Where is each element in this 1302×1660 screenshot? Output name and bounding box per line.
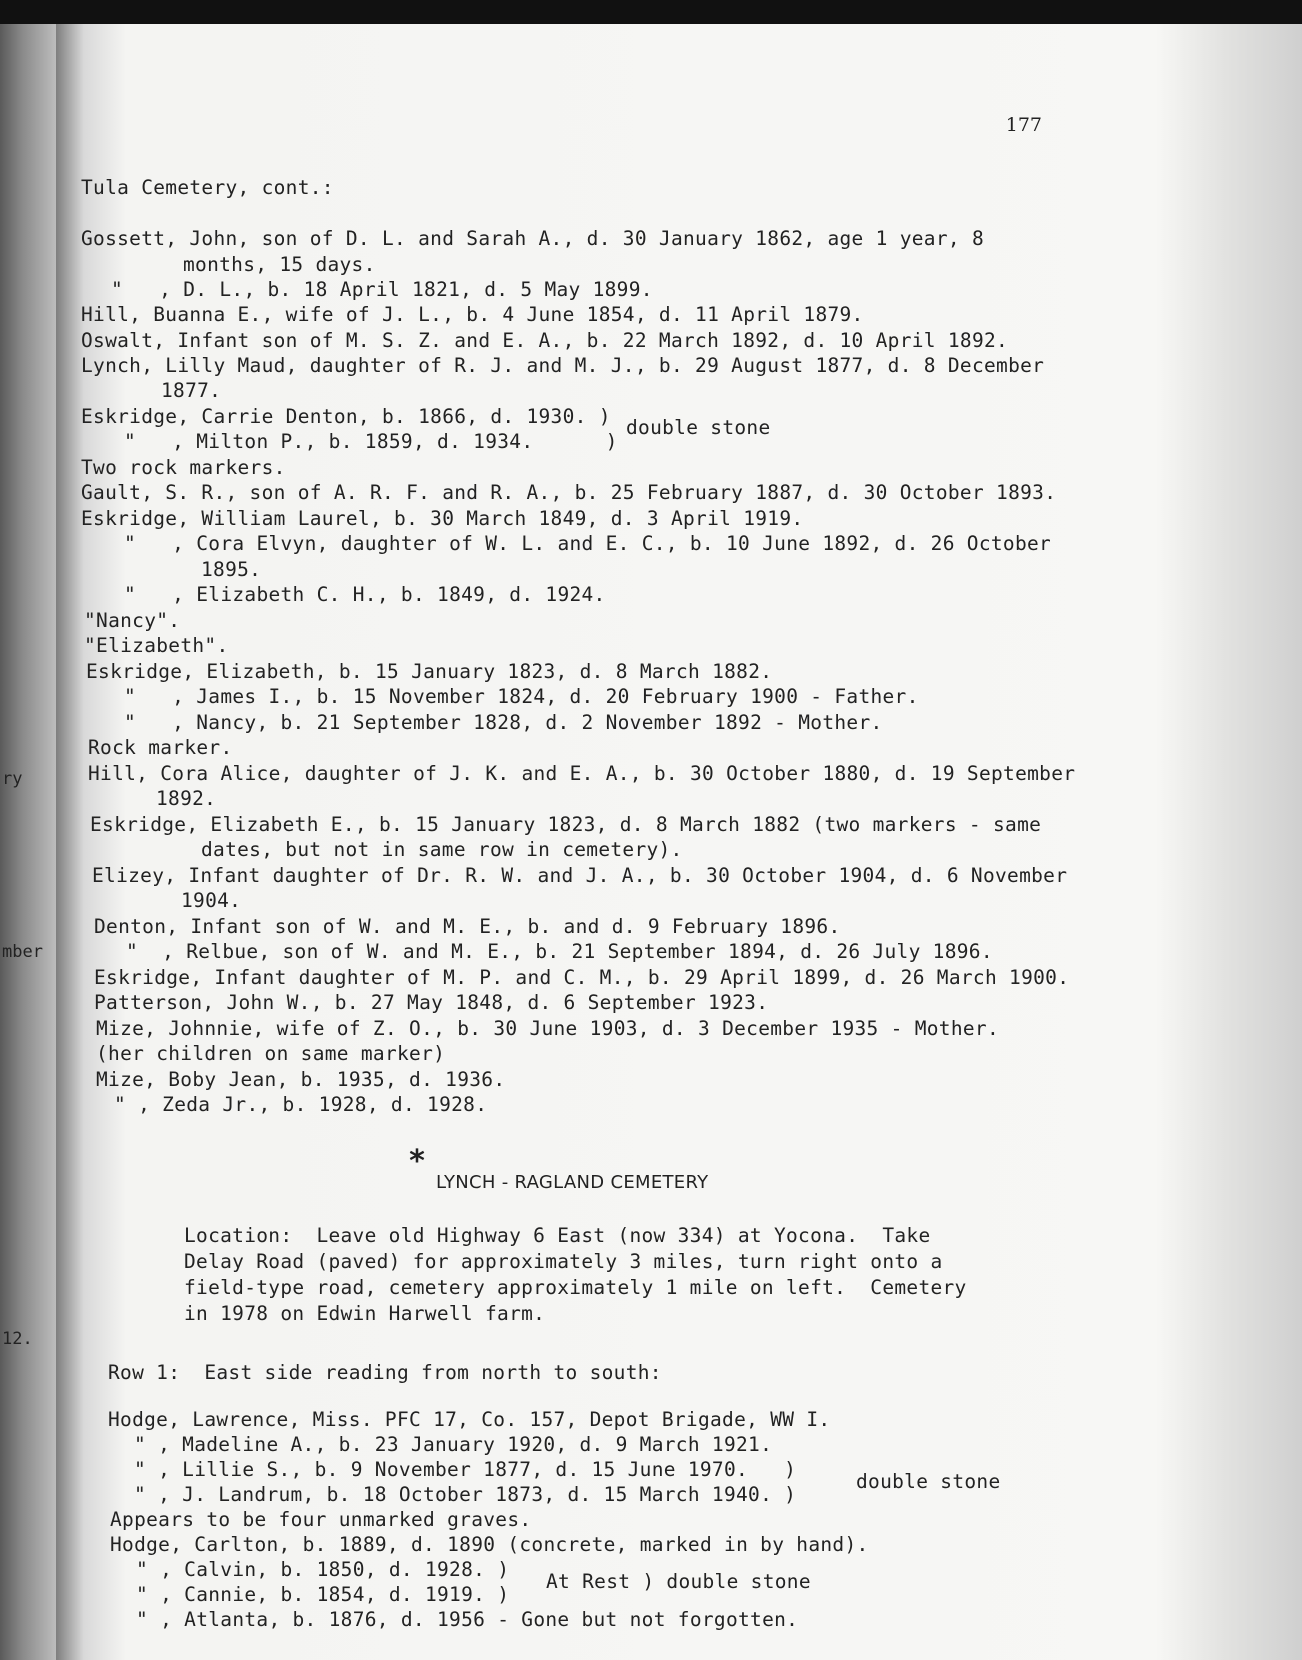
entry-line: 1904.	[181, 889, 242, 912]
section-header: Tula Cemetery, cont.:	[81, 176, 334, 199]
margin-fragment: ry	[2, 769, 23, 789]
at-rest-note: At Rest ) double stone	[546, 1570, 811, 1593]
entry-line: Gault, S. R., son of A. R. F. and R. A., b. 25 February 1887, d. 30 October 1893.	[81, 481, 1057, 504]
facing-page-edge	[0, 24, 56, 1660]
entry-line: Eskridge, Elizabeth E., b. 15 January 1823, d. 8 March 1882 (two markers - same	[90, 813, 1042, 836]
entry-line: " , Calvin, b. 1850, d. 1928. )	[136, 1558, 510, 1581]
entry-line: Hodge, Carlton, b. 1889, d. 1890 (concrete, marked in by hand).	[110, 1533, 869, 1556]
entry-line: Hill, Buanna E., wife of J. L., b. 4 June 1854, d. 11 April 1879.	[81, 303, 864, 326]
entry-line: Lynch, Lilly Maud, daughter of R. J. and M. J., b. 29 August 1877, d. 8 December	[81, 354, 1045, 377]
entry-line: " , Lillie S., b. 9 November 1877, d. 15 June 1970. )	[134, 1458, 797, 1481]
entry-line: 1892.	[156, 787, 217, 810]
entry-line: Mize, Johnnie, wife of Z. O., b. 30 June 1903, d. 3 December 1935 - Mother.	[96, 1017, 999, 1040]
entry-line: " , D. L., b. 18 April 1821, d. 5 May 1899.	[111, 278, 653, 301]
entry-line: Two rock markers.	[81, 456, 286, 479]
entry-line: " , Zeda Jr., b. 1928, d. 1928.	[114, 1093, 488, 1116]
double-stone-note: double stone	[626, 416, 771, 439]
page-number: 177	[1005, 114, 1042, 136]
cemetery-title: LYNCH - RAGLAND CEMETERY	[436, 1172, 709, 1193]
entry-line: Eskridge, Elizabeth, b. 15 January 1823, d. 8 March 1882.	[86, 660, 773, 683]
entry-line: "Elizabeth".	[84, 634, 229, 657]
entry-line: Eskridge, Carrie Denton, b. 1866, d. 1930. )	[81, 405, 611, 428]
entry-line: " , Cannie, b. 1854, d. 1919. )	[136, 1583, 510, 1606]
location-line: Location: Leave old Highway 6 East (now 334) at Yocona. Take	[184, 1224, 931, 1247]
entry-line: " , Milton P., b. 1859, d. 1934. )	[124, 430, 618, 453]
entry-line: dates, but not in same row in cemetery).	[201, 838, 683, 861]
location-line: Delay Road (paved) for approximately 3 miles, turn right onto a	[184, 1250, 943, 1273]
entry-line: " , Nancy, b. 21 September 1828, d. 2 November 1892 - Mother.	[124, 711, 883, 734]
entry-line: Denton, Infant son of W. and M. E., b. and d. 9 February 1896.	[94, 915, 841, 938]
entry-line: Elizey, Infant daughter of Dr. R. W. and J. A., b. 30 October 1904, d. 6 November	[92, 864, 1068, 887]
entry-line: Rock marker.	[88, 736, 233, 759]
entry-line: Gossett, John, son of D. L. and Sarah A., d. 30 January 1862, age 1 year, 8	[81, 227, 984, 250]
entry-line: months, 15 days.	[183, 253, 376, 276]
entry-line: (her children on same marker)	[96, 1042, 446, 1065]
entry-line: Mize, Boby Jean, b. 1935, d. 1936.	[96, 1068, 506, 1091]
entry-line: " , Madeline A., b. 23 January 1920, d. 9 March 1921.	[134, 1433, 773, 1456]
entry-line: "Nancy".	[84, 609, 181, 632]
entry-line: Eskridge, Infant daughter of M. P. and C. M., b. 29 April 1899, d. 26 March 1900.	[94, 966, 1070, 989]
entry-line: " , J. Landrum, b. 18 October 1873, d. 15 March 1940. )	[134, 1483, 797, 1506]
location-line: in 1978 on Edwin Harwell farm.	[184, 1302, 546, 1325]
entry-line: Eskridge, William Laurel, b. 30 March 1849, d. 3 April 1919.	[81, 507, 804, 530]
row-header: Row 1: East side reading from north to south:	[108, 1361, 662, 1384]
entry-line: Hodge, Lawrence, Miss. PFC 17, Co. 157, Depot Brigade, WW I.	[108, 1408, 831, 1431]
star-mark: *	[408, 1144, 427, 1179]
entry-line: " , James I., b. 15 November 1824, d. 20 February 1900 - Father.	[124, 685, 919, 708]
entry-line: 1895.	[201, 558, 262, 581]
entry-line: Patterson, John W., b. 27 May 1848, d. 6 September 1923.	[94, 991, 769, 1014]
entry-line: Appears to be four unmarked graves.	[110, 1508, 532, 1531]
scan-top-border	[0, 0, 1302, 24]
double-stone-note: double stone	[856, 1470, 1001, 1493]
document-page	[56, 24, 1302, 1660]
entry-line: " , Atlanta, b. 1876, d. 1956 - Gone but not forgotten.	[136, 1608, 799, 1631]
entry-line: Hill, Cora Alice, daughter of J. K. and E. A., b. 30 October 1880, d. 19 September	[88, 762, 1076, 785]
location-line: field-type road, cemetery approximately 1 mile on left. Cemetery	[184, 1276, 967, 1299]
entry-line: " , Cora Elvyn, daughter of W. L. and E. C., b. 10 June 1892, d. 26 October	[124, 532, 1052, 555]
entry-line: Oswalt, Infant son of M. S. Z. and E. A., b. 22 March 1892, d. 10 April 1892.	[81, 329, 1009, 352]
margin-fragment: mber	[2, 942, 43, 962]
entry-line: 1877.	[161, 379, 222, 402]
margin-fragment: 12.	[2, 1329, 33, 1349]
entry-line: " , Relbue, son of W. and M. E., b. 21 September 1894, d. 26 July 1896.	[126, 940, 993, 963]
entry-line: " , Elizabeth C. H., b. 1849, d. 1924.	[124, 583, 606, 606]
